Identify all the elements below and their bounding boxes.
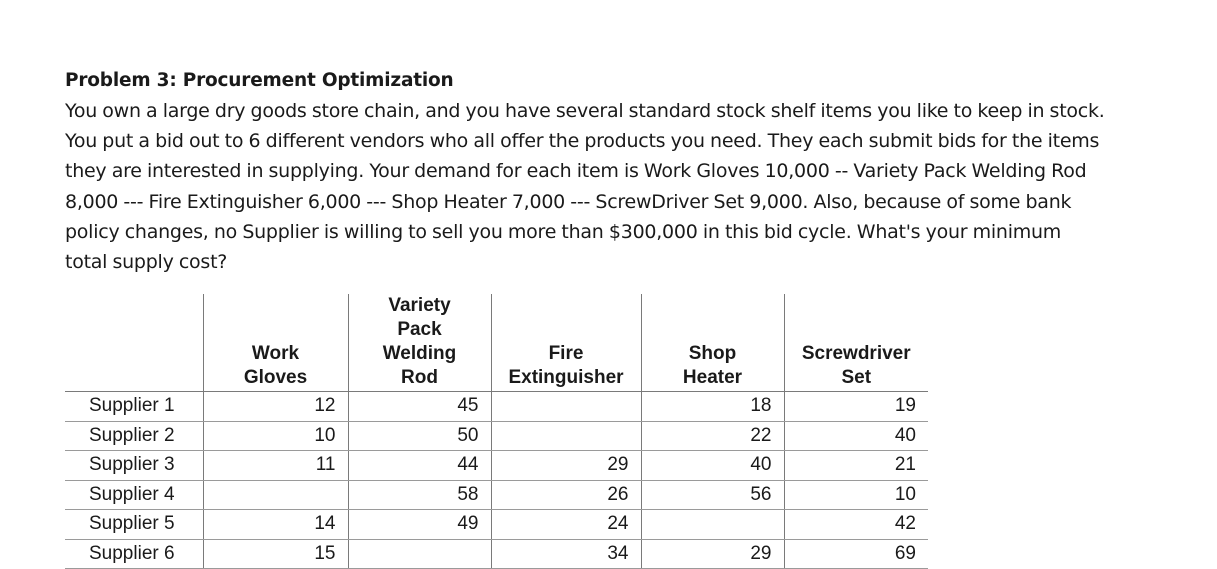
problem-line: total supply cost? [65, 251, 228, 274]
column-header-line: Variety [388, 295, 451, 316]
column-header-shop-heater [641, 294, 784, 392]
column-header-line: Fire [548, 343, 584, 364]
supplier-label: Supplier 1 [65, 392, 203, 422]
price-cell: 49 [348, 510, 491, 540]
bid-table-container [65, 294, 928, 569]
price-cell: 45 [348, 392, 491, 422]
supplier-label: Supplier 3 [65, 451, 203, 481]
price-cell [203, 480, 348, 510]
supplier-label: Supplier 4 [65, 480, 203, 510]
table-header-row [65, 294, 928, 392]
price-cell: 12 [203, 392, 348, 422]
price-cell: 22 [641, 421, 784, 451]
column-header-welding-rod [348, 294, 491, 392]
supplier-label: Supplier 2 [65, 421, 203, 451]
price-cell: 40 [784, 421, 928, 451]
problem-line: they are interested in supplying. Your demand for each item is Work Gloves 10,000 -- Variety Pack Welding Rod [65, 160, 1087, 183]
price-cell [348, 539, 491, 569]
problem-line: policy changes, no Supplier is willing to sell you more than $300,000 in this bid cycle. What's your minimum [65, 220, 1062, 243]
column-header-line: Welding [382, 343, 457, 364]
column-header-line: Gloves [243, 367, 308, 388]
column-header-line: Extinguisher [508, 367, 624, 388]
price-cell: 21 [784, 451, 928, 481]
price-cell [491, 392, 641, 422]
price-cell: 26 [491, 480, 641, 510]
problem-description [65, 96, 1145, 277]
price-cell: 29 [491, 451, 641, 481]
column-header-line: Shop [688, 343, 737, 364]
price-cell: 42 [784, 510, 928, 540]
price-cell: 19 [784, 392, 928, 422]
price-cell: 69 [784, 539, 928, 569]
column-header-fire-extinguisher [491, 294, 641, 392]
column-header-work-gloves [203, 294, 348, 392]
table-row [65, 480, 928, 510]
table-row [65, 451, 928, 481]
price-cell: 44 [348, 451, 491, 481]
price-cell: 10 [203, 421, 348, 451]
price-cell [491, 421, 641, 451]
table-row [65, 392, 928, 422]
column-header-line: Rod [401, 367, 438, 388]
bid-table [65, 294, 928, 569]
column-header-line: Pack [397, 319, 442, 340]
price-cell: 10 [784, 480, 928, 510]
column-header-line: Set [841, 367, 872, 388]
price-cell [641, 510, 784, 540]
column-header-screwdriver-set [784, 294, 928, 392]
table-row [65, 510, 928, 540]
price-cell: 40 [641, 451, 784, 481]
problem-line: 8,000 --- Fire Extinguisher 6,000 --- Shop Heater 7,000 --- ScrewDriver Set 9,000. Also, because of some bank [65, 190, 1072, 213]
problem-line: You own a large dry goods store chain, and you have several standard stock shelf items you like to keep in stock. [65, 100, 1105, 122]
column-header-line: Screwdriver [801, 343, 911, 364]
price-cell: 56 [641, 480, 784, 510]
price-cell: 18 [641, 392, 784, 422]
supplier-label: Supplier 6 [65, 539, 203, 569]
problem-line: You put a bid out to 6 different vendors who all offer the products you need. They each submit bids for the items [65, 130, 1100, 153]
column-header-line: Work [251, 343, 300, 364]
price-cell: 29 [641, 539, 784, 569]
problem-section [65, 66, 1185, 277]
table-corner-cell [65, 294, 203, 392]
price-cell: 11 [203, 451, 348, 481]
price-cell: 34 [491, 539, 641, 569]
table-row [65, 421, 928, 451]
table-row [65, 539, 928, 569]
problem-title: Problem 3: Procurement Optimization [65, 70, 454, 91]
column-header-line: Heater [682, 367, 743, 388]
price-cell: 14 [203, 510, 348, 540]
supplier-label: Supplier 5 [65, 510, 203, 540]
price-cell: 15 [203, 539, 348, 569]
price-cell: 24 [491, 510, 641, 540]
price-cell: 50 [348, 421, 491, 451]
price-cell: 58 [348, 480, 491, 510]
